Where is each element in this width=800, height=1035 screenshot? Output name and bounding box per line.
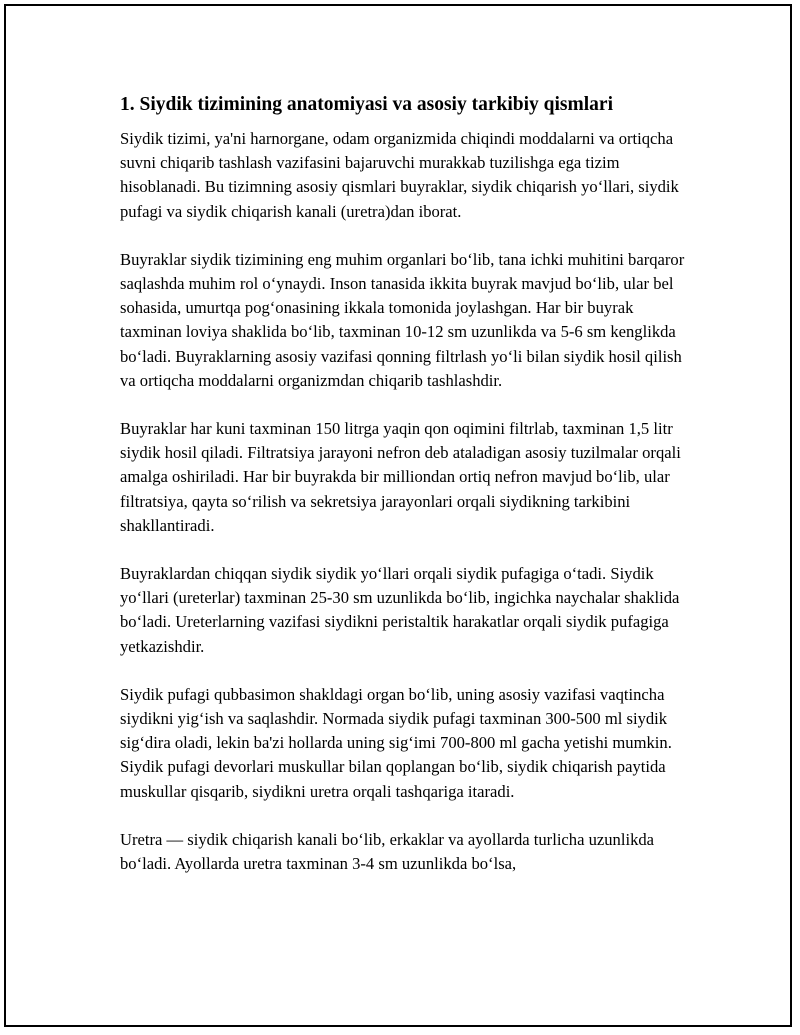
paragraph-ureters: Buyraklardan chiqqan siydik siydik yo‘llari orqali siydik pufagiga o‘tadi. Siydik yo‘llari (ureterlar) taxminan 25-30 sm uzunlikda bo‘lib, ingichka naychalar shaklida bo‘ladi. Ureterlarning vazifasi siydikni peristaltik harakatlar orqali siydik pufagiga yetkazishdir.	[120, 564, 680, 656]
paragraph-bladder: Siydik pufagi qubbasimon shakldagi organ bo‘lib, uning asosiy vazifasi vaqtincha siydikni yig‘ish va saqlashdir. Normada siydik pufagi taxminan 300-500 ml siydik sig‘dira oladi, lekin ba'zi hollarda uning sig‘imi 700-800 ml gacha yetishi mumkin. Siydik pufagi devorlari muskullar bilan qoplangan bo‘lib, siydik chiqarish paytida muskullar qisqarib, siydikni uretra orqali tashqariga itaradi.	[120, 684, 672, 801]
document-body	[120, 92, 698, 900]
paragraph-kidneys: Buyraklar siydik tizimining eng muhim organlari bo‘lib, tana ichki muhitini barqaror saqlashda muhim rol o‘ynaydi. Inson tanasida ikkita buyrak mavjud bo‘lib, ular bel sohasida, umurtqa pog‘onasining ikkala tomonida joylashgan. Har bir buyrak taxminan loviya shaklida bo‘lib, taxminan 10-12 sm uzunlikda va 5-6 sm kenglikda bo‘ladi. Buyraklarning asosiy vazifasi qonning filtrlash yo‘li bilan siydik hosil qilish va ortiqcha moddalarni organizmdan chiqarib tashlashdir.	[120, 249, 685, 390]
paragraph-filtration: Buyraklar har kuni taxminan 150 litrga yaqin qon oqimini filtrlab, taxminan 1,5 litr siydik hosil qiladi. Filtratsiya jarayoni nefron deb ataladigan asosiy tuzilmalar orqali amalga oshiriladi. Har bir buyrakda bir milliondan ortiq nefron mavjud bo‘lib, ular filtratsiya, qayta so‘rilish va sekretsiya jarayonlari orqali siydikning tarkibini shakllantiradi.	[120, 419, 681, 535]
document-page	[4, 4, 792, 1027]
paragraph-urinary-system-overview: Siydik tizimi, ya'ni harnorgane, odam organizmida chiqindi moddalarni va ortiqcha suvni chiqarib tashlash vazifasini bajaruvchi murakkab tuzilishga ega tizim hisoblanadi. Bu tizimning asosiy qismlari buyraklar, siydik chiqarish yo‘llari, siydik pufagi va siydik chiqarish kanali (uretra)dan iborat.	[120, 129, 679, 221]
section-heading: 1. Siydik tizimining anatomiyasi va asosiy tarkibiy qismlari	[120, 94, 613, 115]
paragraph-urethra: Uretra — siydik chiqarish kanali bo‘lib, erkaklar va ayollarda turlicha uzunlikda bo‘ladi. Ayollarda uretra taxminan 3-4 sm uzunlikda bo‘lsa,	[120, 829, 655, 874]
